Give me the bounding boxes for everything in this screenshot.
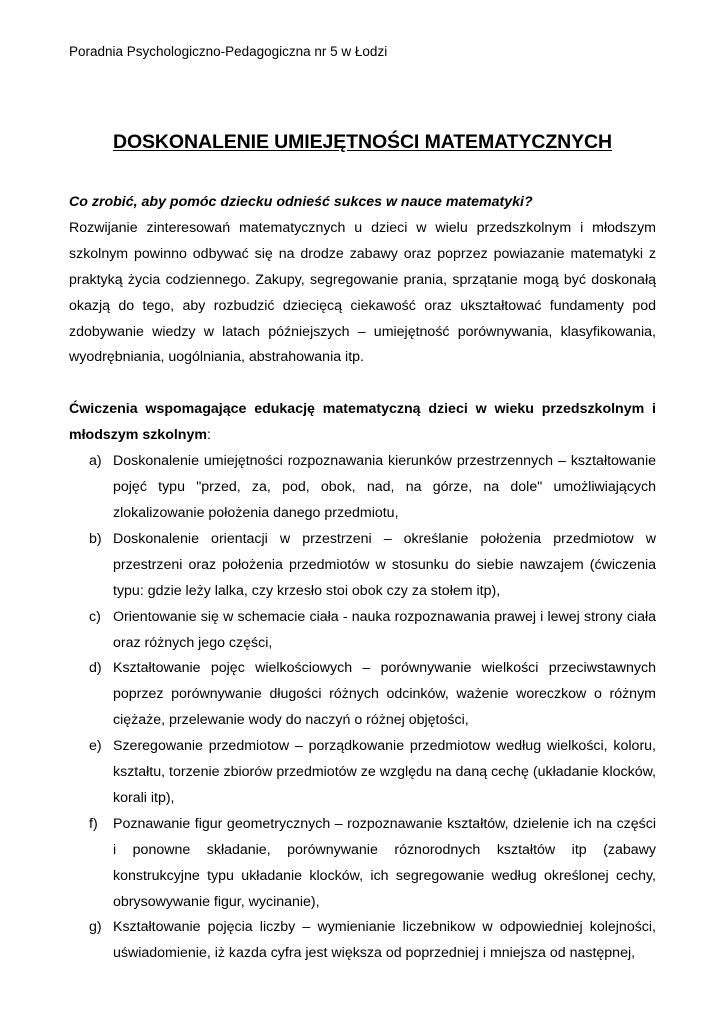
question-heading: Co zrobić, aby pomóc dziecku odnieść sukces w nauce matematyki? [69, 194, 533, 210]
list-item-text: Kształtowanie pojęcia liczby – wymienianie liczebnikow w odpowiedniej kolejności, uświadomienie, iż kazda cyfra jest większa od poprzedniej i mniejsza od następnej, [113, 919, 656, 962]
exercise-list [69, 449, 656, 967]
list-item-marker: b) [89, 530, 102, 547]
list-item [69, 734, 656, 812]
list-item-text: Szeregowanie przedmiotow – porządkowanie przedmiotow według wielkości, koloru, kształtu, torzenie zbiorów przedmiotów ze względu na daną cechę (układanie klocków, korali itp), [113, 738, 656, 806]
list-item-marker: c) [89, 608, 101, 625]
list-item-text: Kształtowanie pojęc wielkościowych – porównywanie wielkości przeciwstawnych poprzez porównywanie długości różnych odcinków, ważenie woreczkow o różnym ciężaże, przelewanie wody do naczyń o różnej objętości, [113, 660, 656, 729]
list-item-text: Doskonalenie orientacji w przestrzeni – określanie położenia przedmiotow w przestrzeni oraz położenia przedmiotów w stosunku do siebie nawzajem (ćwiczenia typu: gdzie leży lalka, czy krzesło stoi obok czy za stołem itp), [113, 530, 656, 599]
list-item [69, 812, 656, 916]
section-heading-colon: : [206, 427, 211, 444]
list-item-text: Doskonalenie umiejętności rozpoznawania kierunków przestrzennych – kształtowanie pojęć typu "przed, za, pod, obok, nad, na górze, na dole" umożliwiających zlokalizowanie położenia danego przedmiotu, [113, 453, 656, 521]
section-heading: Ćwiczenia wspomagające edukację matematyczną dzieci w wieku przedszkolnym i młodszym szkolnym [69, 401, 656, 444]
list-item [69, 656, 656, 734]
list-item-marker: d) [89, 660, 102, 677]
document-title: DOSKONALENIE UMIEJĘTNOŚCI MATEMATYCZNYCH [112, 131, 613, 153]
section-heading-line [69, 397, 656, 449]
list-item-marker: f) [89, 815, 98, 832]
list-item [69, 605, 656, 657]
exercises-section [69, 397, 656, 967]
list-item-text: Poznawanie figur geometrycznych – rozpoznawanie kształtów, dzielenie ich na części i ponowne składanie, porównywanie róznorodnych kształtów itp (zabawy konstrukcyjne typu układanie klocków, ich segregowanie według określonej cechy, obrysowywanie figur, wycinanie), [113, 815, 656, 910]
list-item [69, 527, 656, 605]
header-institution: Poradnia Psychologiczno-Pedagogiczna nr 5 w Łodzi [69, 44, 388, 59]
list-item-marker: a) [89, 453, 102, 470]
intro-paragraph: Rozwijanie zinteresowań matematycznych u dzieci w wielu przedszkolnym i młodszym szkolnym powinno odbywać się na drodze zabawy oraz poprzez powiazanie matematyki z praktyką życia codziennego. Zakupy, segregowanie prania, sprzątanie mogą być doskonałą okazją do tego, aby rozbudzić dziecięcą ciekawość oraz ukształtować fundamenty pod zdobywanie wiedzy w latach późniejszych – umiejętność porównywania, klasyfikowania, wyodrębniania, uogólniania, abstrahowania itp. [69, 219, 656, 366]
list-item-marker: e) [89, 738, 102, 755]
document-body [69, 190, 656, 967]
list-item [69, 449, 656, 527]
list-item [69, 915, 656, 967]
list-item-marker: g) [89, 919, 102, 936]
list-item-text: Orientowanie się w schemacie ciała - nauka rozpoznawania prawej i lewej strony ciała oraz różnych jego części, [113, 608, 656, 651]
